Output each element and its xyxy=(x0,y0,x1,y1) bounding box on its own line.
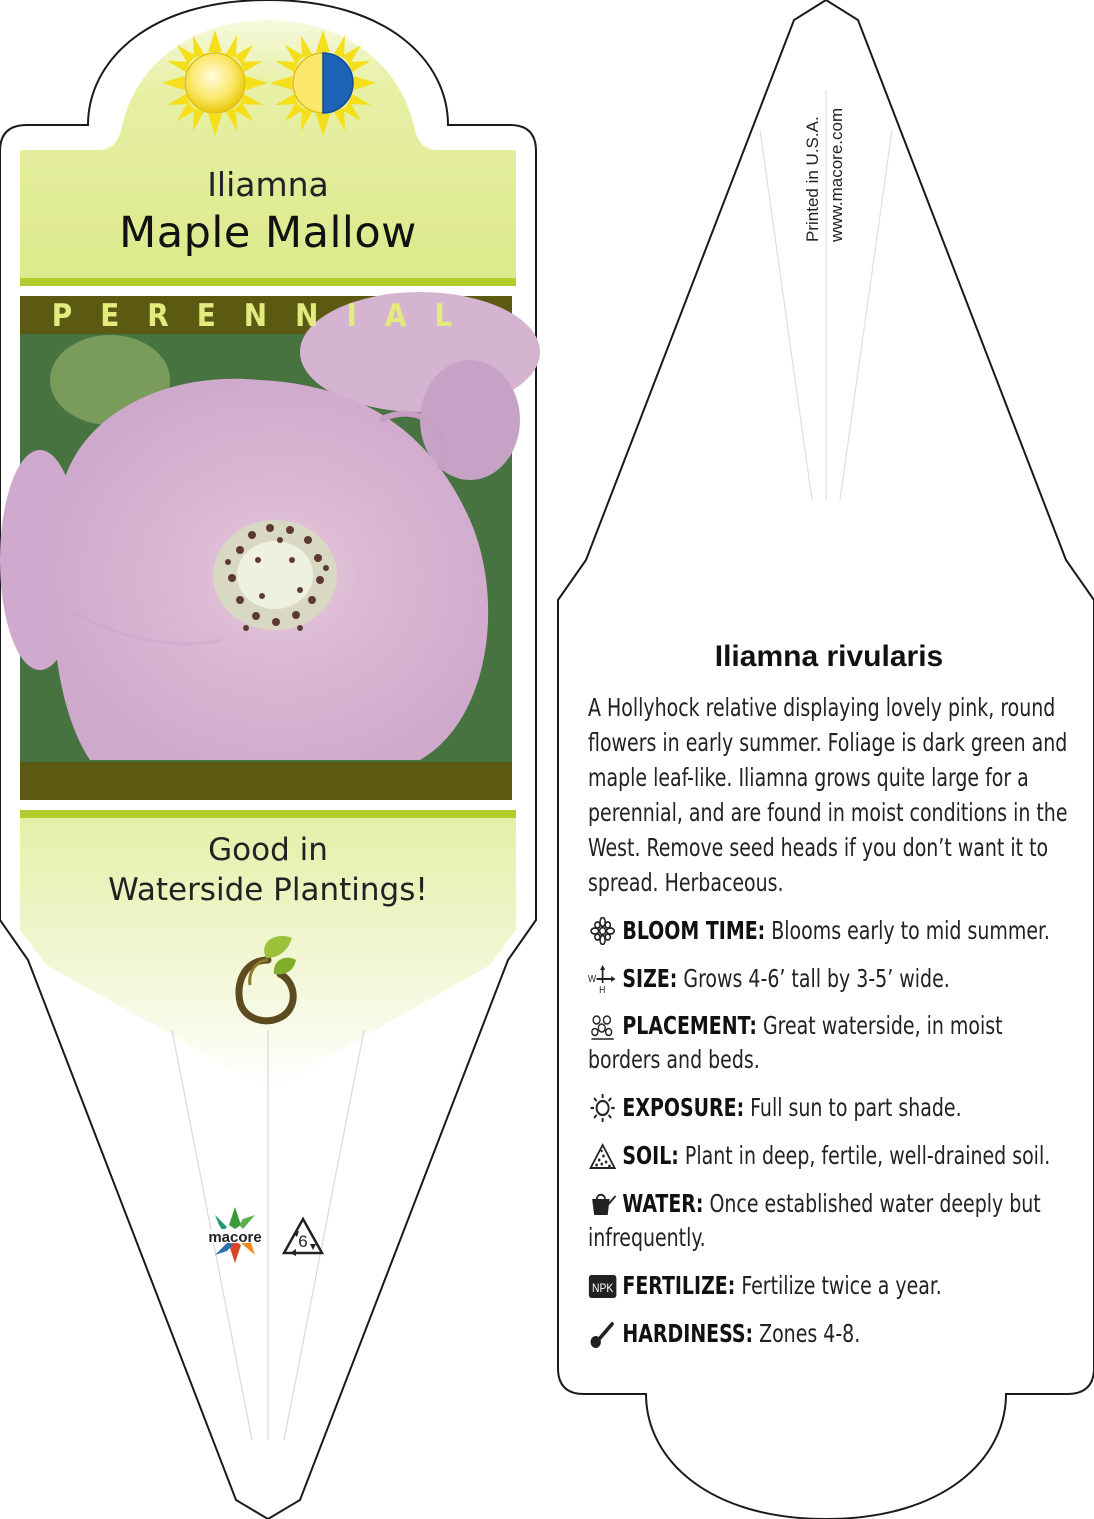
tagline-line-1: Good in xyxy=(208,832,328,868)
attr-bloom-time xyxy=(588,914,1068,948)
plant-description: A Hollyhock relative displaying lovely pink, round flowers in early summer. Foliage is dark green and maple leaf-like. Iliamna grows quite large for a perennial, and are found in moist conditions in the West. Remove seed heads if you don’t want it to spread. Herbaceous. xyxy=(588,693,1068,897)
full-sun-icon xyxy=(160,28,270,138)
soil-icon xyxy=(588,1142,617,1170)
attr-label: HARDINESS: xyxy=(622,1319,754,1348)
attr-value: Blooms early to mid summer. xyxy=(771,916,1050,945)
recycle-code: 6 xyxy=(298,1232,308,1251)
thermometer-icon xyxy=(588,1320,617,1348)
tagline-line-2: Waterside Plantings! xyxy=(108,872,428,908)
size-icon xyxy=(588,965,617,993)
placement-icon xyxy=(588,1012,617,1040)
attr-label: BLOOM TIME: xyxy=(622,916,766,945)
attr-water xyxy=(588,1187,1068,1255)
svg-text:W: W xyxy=(588,973,597,985)
common-name: Maple Mallow xyxy=(119,208,417,258)
attr-label: FERTILIZE: xyxy=(622,1271,736,1300)
attr-value: Grows 4-6’ tall by 3-5’ wide. xyxy=(683,964,950,993)
attr-value: Zones 4-8. xyxy=(759,1319,861,1348)
website: www.macore.com xyxy=(827,107,846,242)
attr-size xyxy=(588,962,1068,996)
attr-value: Full sun to part shade. xyxy=(750,1093,962,1122)
flower-photo xyxy=(0,292,540,762)
flower-icon xyxy=(588,917,617,945)
genus-name: Iliamna xyxy=(207,165,329,204)
attr-label: SIZE: xyxy=(622,964,678,993)
attr-exposure xyxy=(588,1091,1068,1125)
svg-text:H: H xyxy=(599,984,606,993)
tagline xyxy=(20,830,516,910)
attr-label: SOIL: xyxy=(622,1141,679,1170)
svg-text:NPK: NPK xyxy=(592,1282,614,1296)
scientific-name: Iliamna rivularis xyxy=(714,640,944,673)
attr-soil xyxy=(588,1139,1068,1173)
npk-icon xyxy=(588,1272,617,1300)
category-banner: PERENNIAL xyxy=(51,298,481,334)
attr-value: Fertilize twice a year. xyxy=(741,1271,942,1300)
attr-fertilize xyxy=(588,1269,1068,1303)
part-sun-icon xyxy=(268,28,378,138)
attr-value: Plant in deep, fertile, well-drained soil. xyxy=(684,1141,1051,1170)
attr-label: PLACEMENT: xyxy=(622,1011,757,1040)
seedling-logo-icon xyxy=(228,930,308,1030)
attr-value: Once established water deeply but infrequently. xyxy=(588,1189,1041,1252)
sun-icon xyxy=(588,1094,617,1122)
attr-value: Great waterside, in moist borders and beds. xyxy=(588,1011,1003,1074)
attr-placement xyxy=(588,1009,1068,1077)
macore-logo-text: macore xyxy=(208,1229,262,1246)
attr-label: WATER: xyxy=(622,1189,704,1218)
printed-in: Printed in U.S.A. xyxy=(803,116,822,242)
attr-hardiness xyxy=(588,1317,1068,1351)
attr-label: EXPOSURE: xyxy=(622,1093,745,1122)
watering-can-icon xyxy=(588,1190,617,1218)
